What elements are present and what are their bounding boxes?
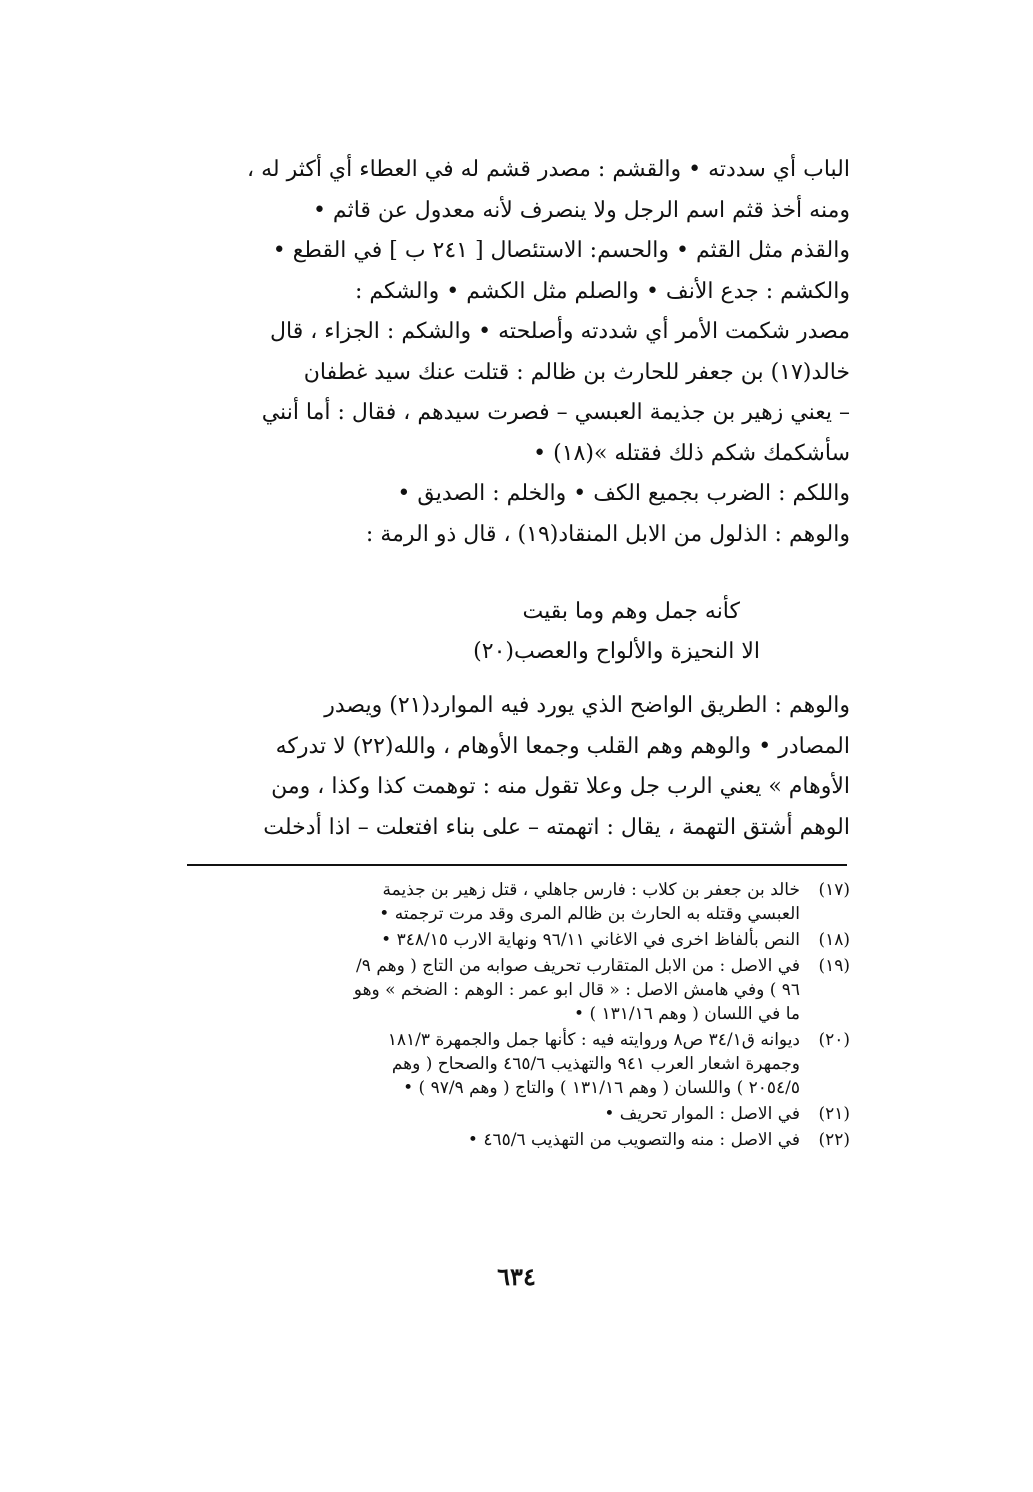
- text-line: – يعني زهير بن جذيمة العبسي – فصرت سيدهم ، فقال : أما أنني: [261, 400, 850, 425]
- footnote-line: في الاصل : الموار تحريف •: [604, 1104, 800, 1124]
- text-line: المصادر • والوهم وهم القلب وجمعا الأوهام ، والله(٢٢) لا تدركه: [275, 733, 850, 759]
- text-line: والوهم : الطريق الواضح الذي يورد فيه الموارد(٢١) ويصدر: [324, 693, 850, 718]
- text-line: الوهم أشتق التهمة ، يقال : اتهمته – على بناء افتعلت – اذا أدخلت: [263, 814, 850, 840]
- footnote: [180, 1102, 850, 1126]
- footnote: [180, 1028, 850, 1100]
- footnotes: [180, 878, 850, 1154]
- footnote-number: (٢٢): [818, 1130, 850, 1150]
- page-number: ٦٣٤: [497, 1262, 536, 1291]
- footnote-number: (٢٠): [818, 1030, 850, 1050]
- footnote-number: (١٧): [818, 880, 850, 900]
- text-line: مصدر شكمت الأمر أي شددته وأصلحته • والشكم : الجزاء ، قال: [270, 319, 850, 344]
- footnote-line: ٩٦ ) وفي هامش الاصل : « قال ابو عمر : الوهم : الضخم » وهو: [353, 980, 800, 1000]
- text-line: خالد(١٧) بن جعفر للحارث بن ظالم : قتلت عنك سيد غطفان: [303, 359, 850, 385]
- footnote: [180, 954, 850, 1026]
- text-line: الباب أي سددته • والقشم : مصدر قشم له في العطاء أي أكثر له ،: [246, 157, 850, 182]
- footnote-line: العبسي وقتله به الحارث بن ظالم المرى وقد مرت ترجمته •: [379, 904, 800, 924]
- footnote-line: خالد بن جعفر بن كلاب : فارس جاهلي ، قتل زهير بن جذيمة: [382, 880, 800, 900]
- footnote: [180, 878, 850, 926]
- footnote-line: في الاصل : من الابل المتقارب تحريف صوابه من التاج ( وهم ٩/: [356, 956, 800, 976]
- main-text: [180, 150, 850, 555]
- footnote-line: النص بألفاظ اخرى في الاغاني ٩٦/١١ ونهاية الارب ٣٤٨/١٥ •: [381, 930, 800, 950]
- verse-hemistich-1: كأنه جمل وهم وما بقيت: [522, 599, 740, 624]
- footnote-divider: [187, 864, 847, 866]
- footnote-line: وجمهرة اشعار العرب ٩٤١ والتهذيب ٤٦٥/٦ والصحاح ( وهم: [391, 1054, 800, 1074]
- footnote-line: ٢٠٥٤/٥ ) واللسان ( وهم ١٣١/١٦ ) والتاج ( وهم ٩٧/٩ ) •: [403, 1078, 800, 1098]
- text-line: والكشم : جدع الأنف • والصلم مثل الكشم • والشكم :: [354, 278, 850, 304]
- footnote-number: (١٨): [818, 930, 850, 950]
- text-line: والقذم مثل القثم • والحسم: الاستئصال [ ٢٤١ ب ] في القطع •: [272, 238, 850, 263]
- text-line: سأشكمك شكم ذلك فقتله »(١٨) •: [533, 440, 850, 466]
- text-line: واللكم : الضرب بجميع الكف • والخلم : الصديق •: [397, 481, 850, 506]
- footnote-line: في الاصل : منه والتصويب من التهذيب ٤٦٥/٦ •: [467, 1130, 800, 1150]
- footnote-line: ما في اللسان ( وهم ١٣١/١٦ ) •: [574, 1004, 800, 1024]
- text-line: والوهم : الذلول من الابل المنقاد(١٩) ، قال ذو الرمة :: [365, 521, 850, 547]
- footnote: [180, 1128, 850, 1152]
- main-text-continued: [180, 686, 850, 848]
- verse-hemistich-2: الا النحيزة والألواح والعصب(٢٠): [473, 639, 760, 664]
- footnote-line: ديوانه ق٣٤/١ ص٨ وروايته فيه : كأنها جمل والجمهرة ١٨١/٣: [387, 1030, 800, 1050]
- footnote-number: (١٩): [818, 956, 850, 976]
- footnote-number: (٢١): [818, 1104, 850, 1124]
- footnote: [180, 928, 850, 952]
- text-line: ومنه أخذ قثم اسم الرجل ولا ينصرف لأنه معدول عن قاثم •: [312, 197, 850, 223]
- text-line: الأوهام » يعني الرب جل وعلا تقول منه : توهمت كذا وكذا ، ومن: [271, 774, 850, 799]
- poetry-verse: [300, 592, 780, 672]
